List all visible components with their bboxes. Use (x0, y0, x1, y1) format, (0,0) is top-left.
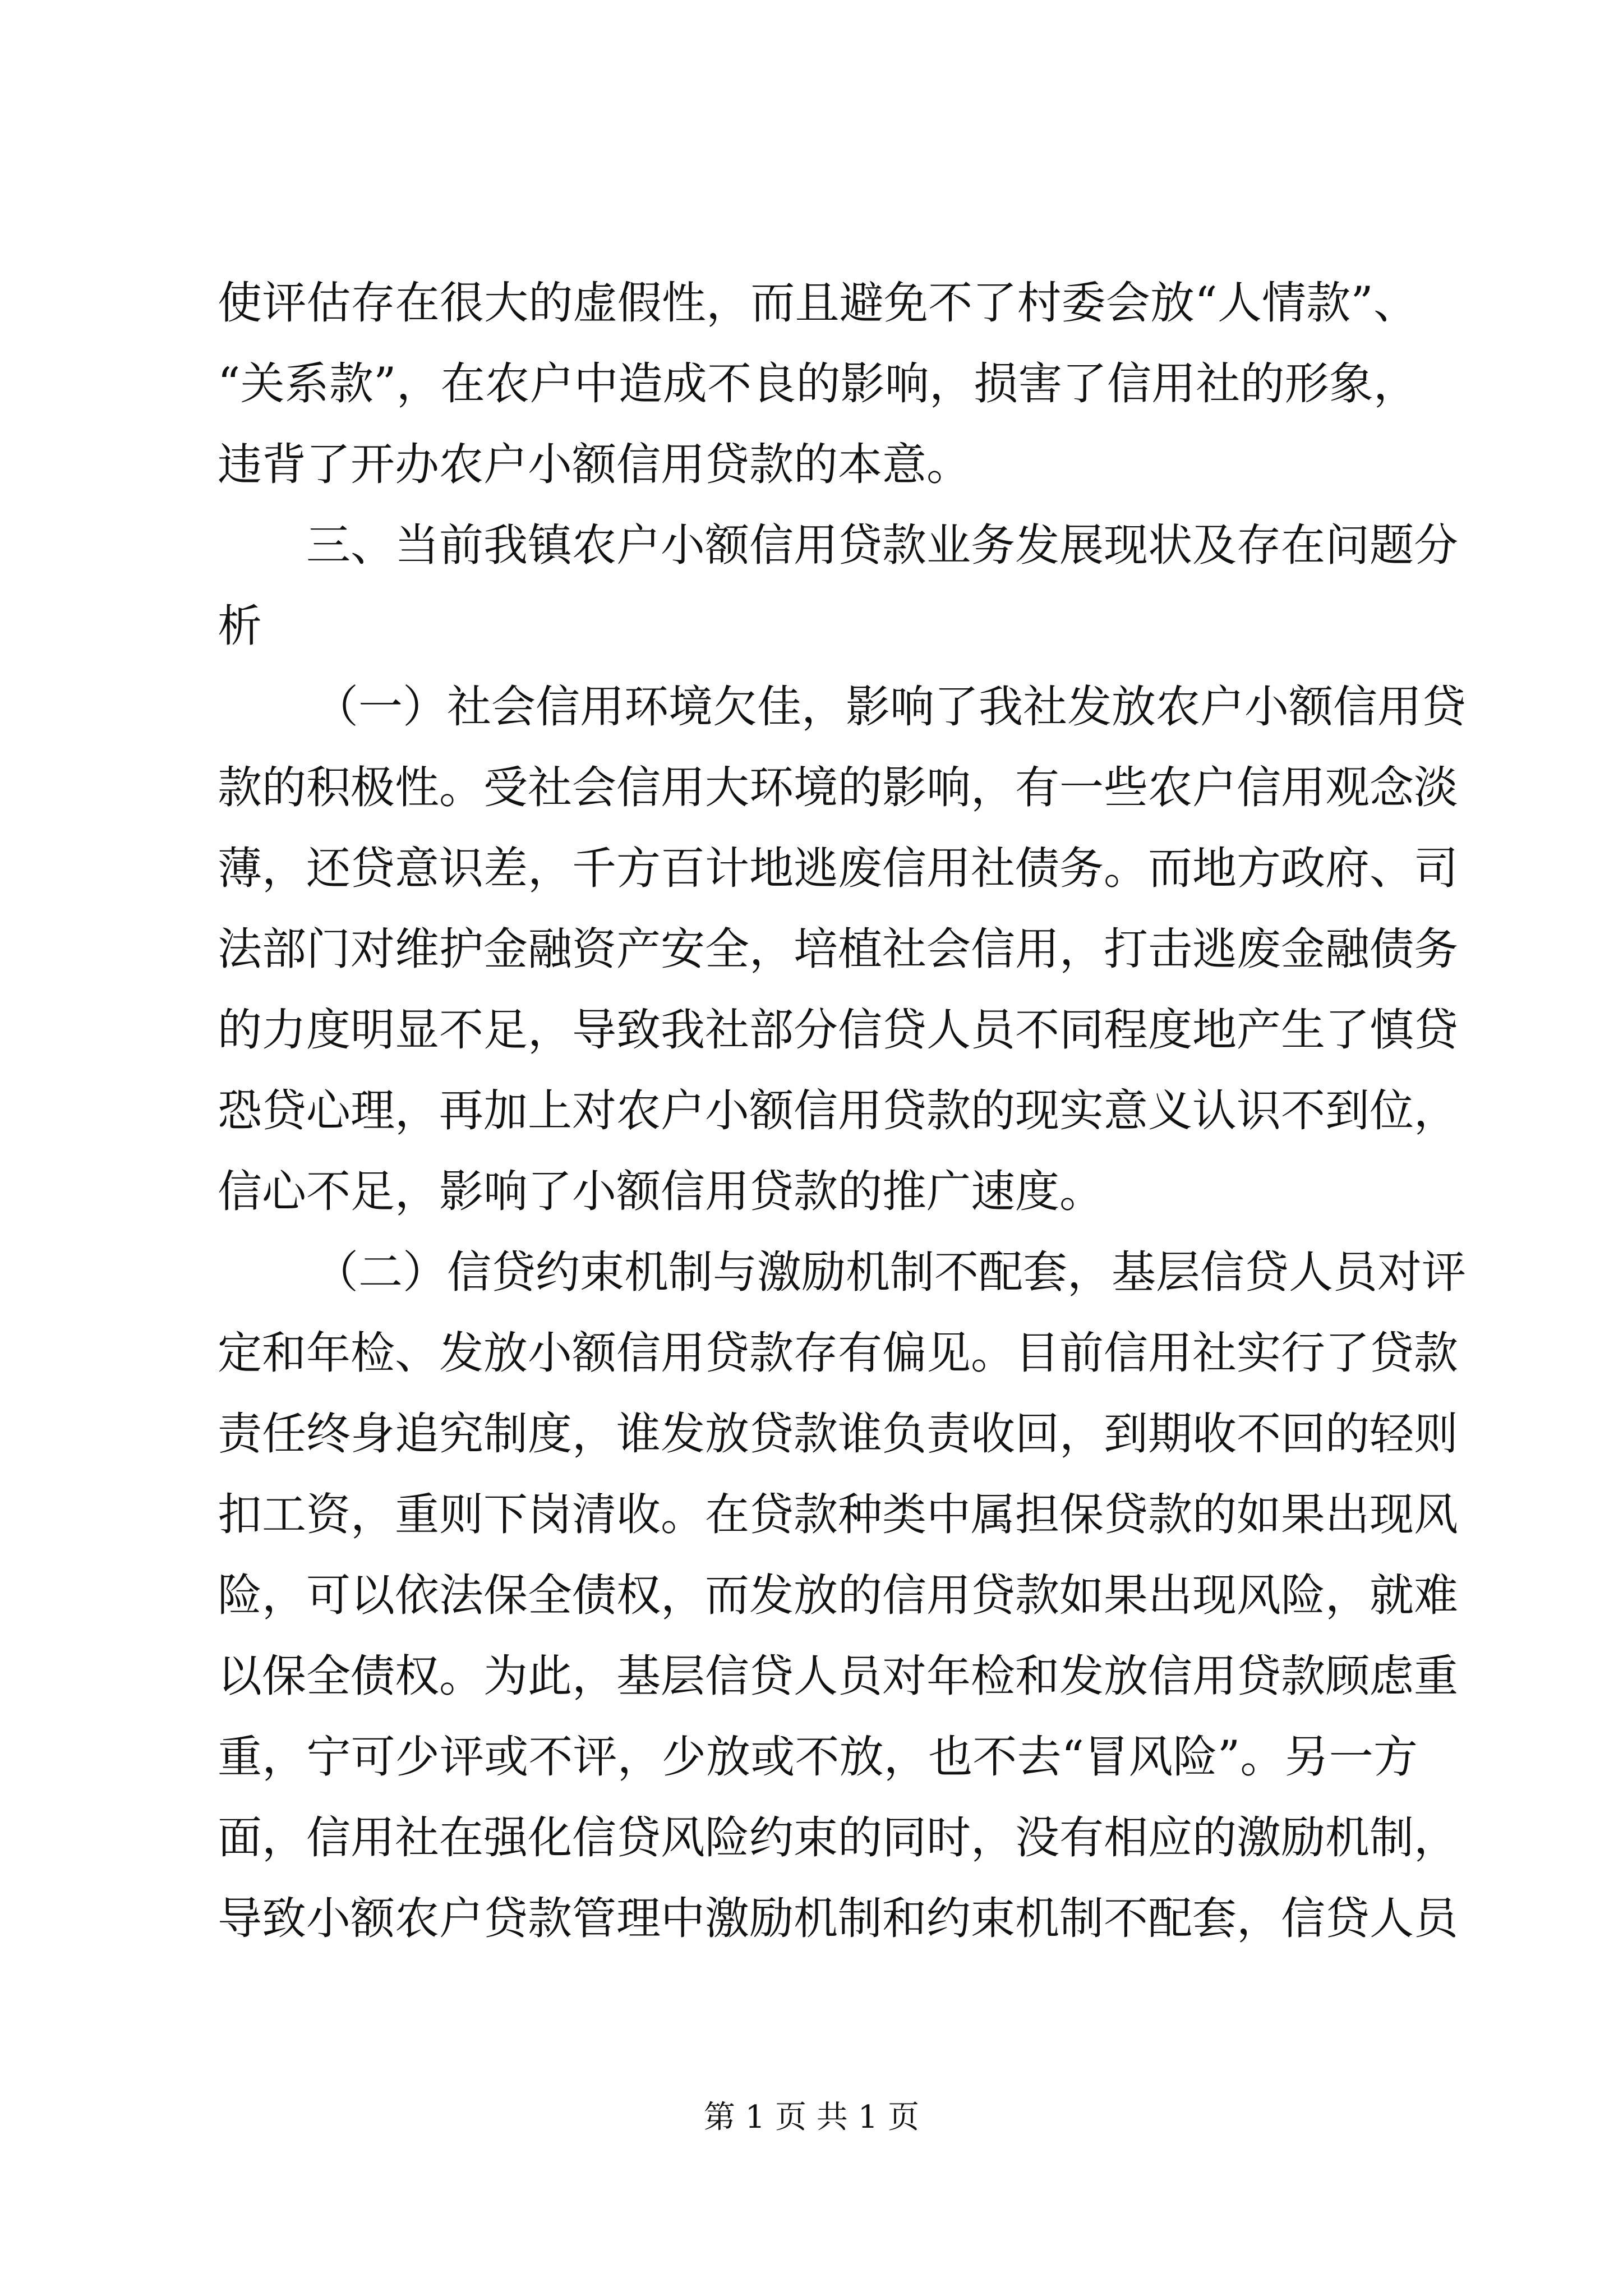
section-heading-line: 析 (218, 600, 262, 652)
text-line: 违背了开办农户小额信用贷款的本意。 (218, 439, 971, 490)
text-line: 导致小额农户贷款管理中激励机制和约束机制不配套，信贷人员 (218, 1893, 1458, 1944)
text-line: 以保全债权。为此，基层信贷人员对年检和发放信用贷款顾虑重 (218, 1650, 1458, 1702)
text-line: 款的积极性。受社会信用大环境的影响，有一些农户信用观念淡 (218, 762, 1458, 813)
page-footer: 第 1 页 共 1 页 (703, 2099, 920, 2136)
paragraph-first-line: （一）社会信用环境欠佳，影响了我社发放农户小额信用贷 (314, 681, 1466, 733)
text-line: 信心不足，影响了小额信用贷款的推广速度。 (218, 1166, 1104, 1217)
text-line: 定和年检、发放小额信用贷款存有偏见。目前信用社实行了贷款 (218, 1327, 1458, 1379)
document-body (218, 263, 1466, 1959)
text-line: 薄，还贷意识差，千方百计地逃废信用社债务。而地方政府、司 (218, 843, 1458, 894)
text-line: 恐贷心理，再加上对农户小额信用贷款的现实意义认识不到位， (218, 1085, 1458, 1137)
text-line: 法部门对维护金融资产安全，培植社会信用，打击逃废金融债务 (218, 923, 1458, 975)
text-line: 扣工资，重则下岗清收。在贷款种类中属担保贷款的如果出现风 (218, 1489, 1458, 1540)
text-line: 使评估存在很大的虚假性，而且避免不了村委会放“人情款”、 (218, 277, 1418, 329)
paragraph-first-line: （二）信贷约束机制与激励机制不配套，基层信贷人员对评 (314, 1246, 1466, 1298)
text-line: 重，宁可少评或不评，少放或不放，也不去“冒风险”。另一方 (218, 1731, 1418, 1783)
text-line: 责任终身追究制度，谁发放贷款谁负责收回，到期收不回的轻则 (218, 1408, 1458, 1460)
text-line: “关系款”，在农户中造成不良的影响，损害了信用社的形象， (218, 358, 1418, 409)
text-line: 险，可以依法保全债权，而发放的信用贷款如果出现风险，就难 (218, 1570, 1458, 1621)
text-line: 面，信用社在强化信贷风险约束的同时，没有相应的激励机制， (218, 1812, 1458, 1864)
text-line: 的力度明显不足，导致我社部分信贷人员不同程度地产生了慎贷 (218, 1004, 1458, 1056)
section-heading-line: 三、当前我镇农户小额信用贷款业务发展现状及存在问题分 (306, 519, 1458, 571)
